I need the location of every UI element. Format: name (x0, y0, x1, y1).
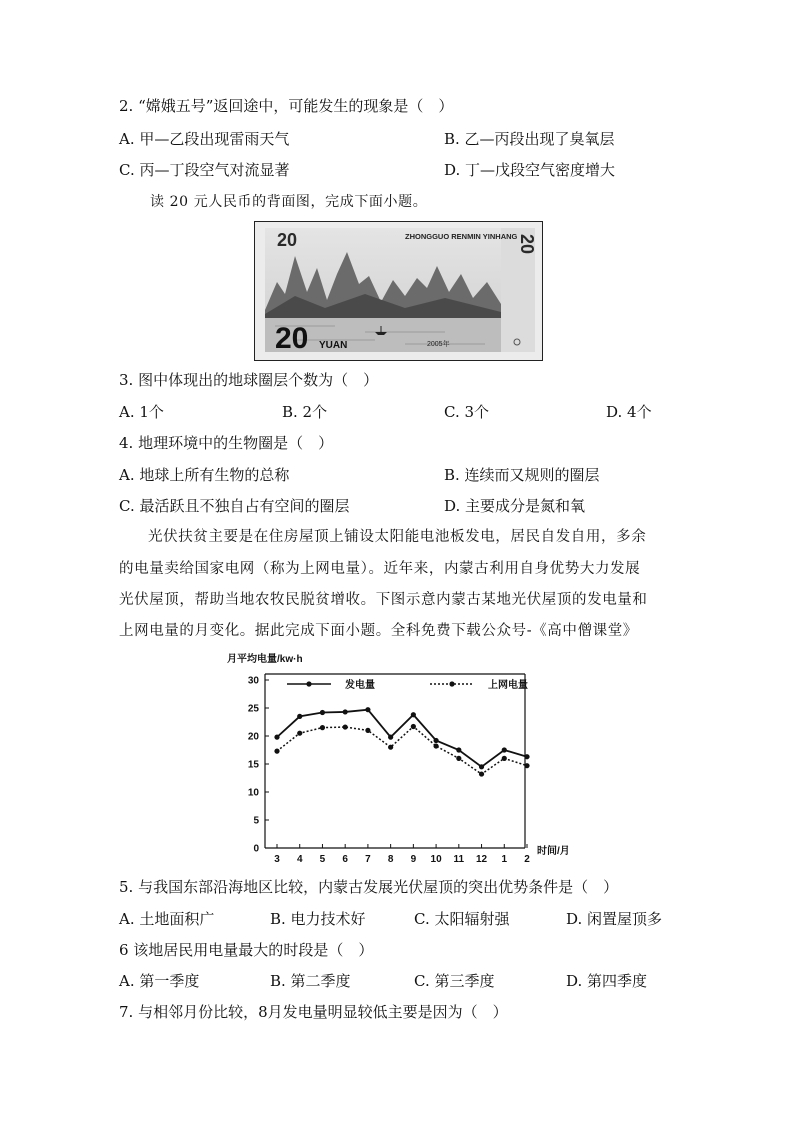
x-tick-label: 1 (501, 854, 508, 863)
x-tick-label: 2 (524, 854, 530, 863)
q5-option-b: B. 电力技术好 (270, 910, 366, 928)
series-1-point (388, 735, 393, 740)
series-2-point (320, 725, 325, 730)
bank-name: ZHONGGUO RENMIN YINHANG (405, 232, 518, 241)
series-2-point (524, 763, 529, 768)
series-line-2 (277, 726, 527, 774)
q4-option-b: B. 连续而又规则的圈层 (444, 466, 600, 484)
q6-option-a: A. 第一季度 (119, 972, 200, 990)
series-2-point (274, 749, 279, 754)
q2-option-c: C. 丙—丁段空气对流显著 (119, 161, 290, 179)
x-tick-label: 4 (296, 854, 303, 863)
y-tick-label: 30 (247, 675, 259, 687)
series-2-point (388, 745, 393, 750)
q2-option-d: D. 丁—戊段空气密度增大 (444, 161, 616, 179)
q4-option-c: C. 最活跃且不独自占有空间的圈层 (119, 497, 350, 515)
q6-option-b: B. 第二季度 (270, 972, 351, 990)
series-1-point (524, 754, 529, 759)
x-tick-label: 7 (365, 854, 371, 863)
denomination-bottom: 20 (275, 322, 309, 355)
series-1-point (343, 709, 348, 714)
series-1-point (502, 747, 507, 752)
passage-line-2: 的电量卖给国家电网（称为上网电量）。近年来，内蒙古利用自身优势大力发展 (119, 561, 641, 577)
q2-option-b: B. 乙—丙段出现了臭氧层 (444, 130, 615, 148)
series-2-point (479, 771, 484, 776)
chart-y-axis-label: 月平均电量/kw·h (227, 654, 303, 665)
chart-x-axis-label: 时间/月 (537, 846, 570, 857)
q3-option-c: C. 3个 (444, 403, 490, 421)
y-tick-label: 0 (253, 843, 259, 855)
x-tick-label: 12 (475, 854, 488, 863)
q5-option-a: A. 土地面积广 (119, 910, 215, 928)
series-2-point (297, 731, 302, 736)
power-line-chart (225, 648, 585, 863)
x-tick-label: 9 (410, 854, 417, 863)
banknote-graphic (255, 222, 542, 360)
denomination-side: 20 (517, 234, 537, 255)
q2-option-a: A. 甲—乙段出现雷雨天气 (119, 130, 290, 148)
banknote-intro: 读 20 元人民币的背面图，完成下面小题。 (150, 194, 428, 210)
q4-option-d: D. 主要成分是氮和氧 (444, 497, 586, 515)
question-5-stem: 5. 与我国东部沿海地区比较，内蒙古发展光伏屋顶的突出优势条件是（ ） (119, 878, 619, 896)
denomination-top: 20 (277, 230, 298, 250)
x-tick-label: 11 (453, 854, 465, 863)
x-tick-label: 5 (319, 854, 326, 863)
legend-marker-2 (449, 681, 454, 686)
series-1-point (274, 735, 279, 740)
passage-line-4: 上网电量的月变化。据此完成下面小题。全科免费下载公众号-《高中僧课堂》 (119, 623, 638, 639)
series-1-point (433, 738, 438, 743)
passage-line-1: 光伏扶贫主要是在住房屋顶上铺设太阳能电池板发电，居民自发自用，多余 (148, 529, 647, 545)
legend-marker-1 (306, 681, 311, 686)
x-tick-label: 6 (342, 854, 348, 863)
q6-option-d: D. 第四季度 (566, 972, 648, 990)
y-tick-label: 25 (247, 703, 259, 715)
series-2-point (456, 756, 461, 761)
q5-option-d: D. 闲置屋顶多 (566, 910, 663, 928)
q3-option-b: B. 2个 (282, 403, 328, 421)
question-2-stem: 2. “嫦娥五号”返回途中，可能发生的现象是（ ） (119, 97, 454, 115)
q3-option-d: D. 4个 (606, 403, 652, 421)
question-4-stem: 4. 地理环境中的生物圈是（ ） (119, 434, 334, 452)
y-tick-label: 10 (247, 787, 259, 799)
y-tick-label: 20 (247, 731, 259, 743)
series-1-point (479, 764, 484, 769)
q5-option-c: C. 太阳辐射强 (414, 910, 510, 928)
y-tick-label: 5 (253, 815, 259, 827)
currency-label: YUAN (319, 340, 348, 351)
series-1-point (411, 712, 416, 717)
series-2-point (365, 728, 370, 733)
issue-year: 2005年 (427, 341, 450, 348)
passage-line-3: 光伏屋顶，帮助当地农牧民脱贫增收。下图示意内蒙古某地光伏屋顶的发电量和 (119, 592, 648, 608)
series-2-point (433, 743, 438, 748)
y-tick-label: 15 (247, 759, 259, 771)
question-7-stem: 7. 与相邻月份比较，8月发电量明显较低主要是因为（ ） (119, 1003, 508, 1021)
series-1-point (456, 747, 461, 752)
series-line-1 (277, 710, 527, 767)
q4-option-a: A. 地球上所有生物的总称 (119, 466, 290, 484)
x-tick-label: 8 (387, 854, 394, 863)
series-2-point (411, 724, 416, 729)
x-tick-label: 10 (430, 854, 442, 863)
legend-label-1: 发电量 (345, 680, 375, 691)
series-2-point (502, 756, 507, 761)
x-tick-label: 3 (274, 854, 280, 863)
series-1-point (365, 707, 370, 712)
question-6-stem: 6 该地居民用电量最大的时段是（ ） (119, 941, 374, 959)
series-1-point (320, 710, 325, 715)
q3-option-a: A. 1个 (119, 403, 164, 421)
legend-label-2: 上网电量 (488, 680, 528, 691)
banknote-image (254, 221, 543, 361)
series-1-point (297, 714, 302, 719)
q6-option-c: C. 第三季度 (414, 972, 495, 990)
series-2-point (343, 724, 348, 729)
question-3-stem: 3. 图中体现出的地球圈层个数为（ ） (119, 371, 379, 389)
